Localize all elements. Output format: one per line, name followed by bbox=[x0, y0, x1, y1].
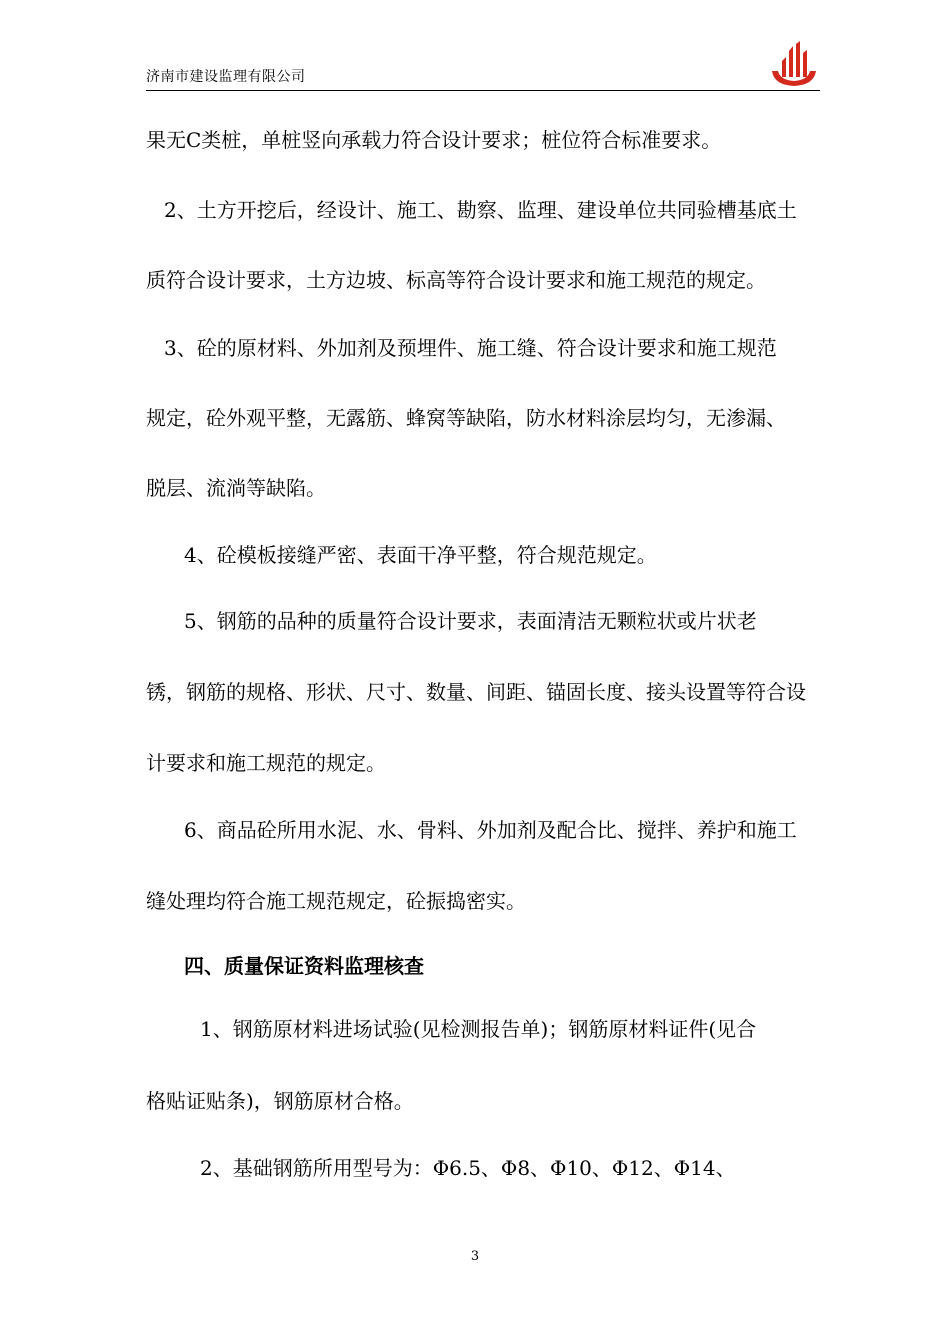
text-line: 6、商品砼所用水泥、水、骨料、外加剂及配合比、搅拌、养护和施工 bbox=[184, 818, 797, 842]
text-line: 3、砼的原材料、外加剂及预埋件、施工缝、符合设计要求和施工规范 bbox=[164, 336, 777, 360]
text-line: 1、钢筋原材料进场试验(见检测报告单)；钢筋原材料证件(见合 bbox=[200, 1017, 757, 1041]
text-line: 缝处理均符合施工规范规定，砼振捣密实。 bbox=[146, 889, 526, 913]
section-heading: 四、质量保证资料监理核查 bbox=[184, 954, 424, 978]
text-line: 脱层、流淌等缺陷。 bbox=[146, 476, 326, 500]
page-number: 3 bbox=[470, 1249, 480, 1264]
text-line: 果无C类桩，单桩竖向承载力符合设计要求；桩位符合标准要求。 bbox=[146, 128, 722, 152]
text-line: 质符合设计要求，土方边坡、标高等符合设计要求和施工规范的规定。 bbox=[146, 268, 766, 292]
company-logo-icon bbox=[770, 41, 818, 87]
text-line: 锈，钢筋的规格、形状、尺寸、数量、间距、锚固长度、接头设置等符合设 bbox=[146, 680, 806, 704]
company-name: 济南市建设监理有限公司 bbox=[146, 69, 306, 85]
text-line: 4、砼模板接缝严密、表面干净平整，符合规范规定。 bbox=[184, 543, 657, 567]
text-line: 计要求和施工规范的规定。 bbox=[146, 751, 386, 775]
text-line: 5、钢筋的品种的质量符合设计要求，表面清洁无颗粒状或片状老 bbox=[184, 609, 757, 633]
text-line: 2、基础钢筋所用型号为：Φ6.5、Φ8、Φ10、Φ12、Φ14、 bbox=[200, 1156, 736, 1180]
page-header bbox=[146, 40, 820, 91]
text-line: 格贴证贴条)，钢筋原材合格。 bbox=[146, 1089, 414, 1113]
text-line: 2、土方开挖后，经设计、施工、勘察、监理、建设单位共同验槽基底土 bbox=[164, 198, 797, 222]
text-line: 规定，砼外观平整，无露筋、蜂窝等缺陷，防水材料涂层均匀，无渗漏、 bbox=[146, 406, 786, 430]
